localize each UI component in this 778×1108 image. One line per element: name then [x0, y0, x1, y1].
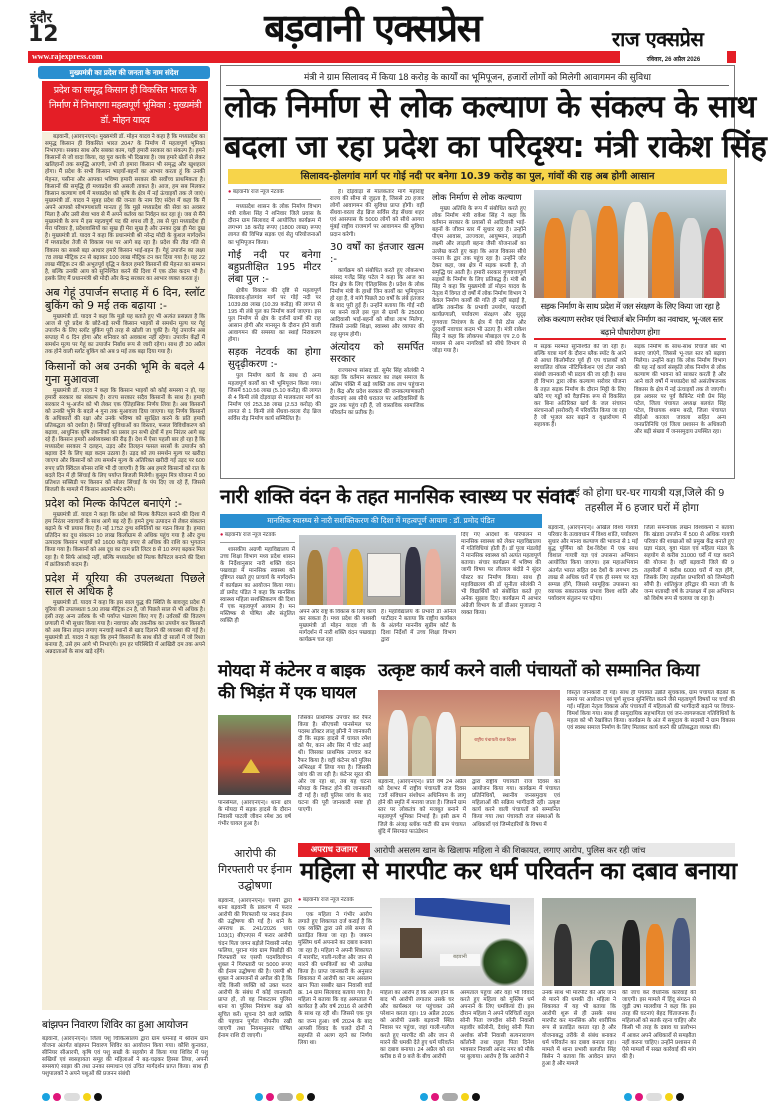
panchayat-headline: उत्कृष्ट कार्य करने वाली पंचायतों को सम्मानित किया: [378, 660, 700, 681]
cm-headline: प्रदेश का समृद्ध किसान ही विकसित भारत के निर्माण में निभाएगा महत्वपूर्ण भूमिका : मुख्यमंत्री डॉ. मोहन यादव: [42, 81, 208, 131]
lead-headline-2: बदला जा रहा प्रदेश का परिदृश्य: मंत्री राकेश सिंह: [224, 129, 767, 165]
registration-marks: [255, 1093, 315, 1101]
nari-col-4: दिए गए आदेशों के परिपालन में मानसिक स्वास्थ्य को लेकर महाविद्यालय में गतिविधियां होती हैं। डॉ पूजा मंडलोई ने मानसिक स्वास्थ्य को अत्यंत महत्वपूर्ण बताया। संचार कार्यक्रम में भविष्य की जागी विषय पर लीलाल बंदोडे ने सुंदर पोस्टर का निर्माण किया। साथ ही महाविद्यालय की डॉ सुनीता सोलंकी ने भी विद्यार्थियों को संबोधित करते हुए अनेक सुझाव दिए। कार्यक्रम में आभार अंग्रेजी विभाग के डॉ डीआर मुजाल्दा ने व्यक्त किया।: [461, 532, 541, 617]
yagya-col-1: बड़वानी, (आरएनएन)। अखिल विश्व गायत्री परिवार के तत्वावधान में विश्व शांति, पर्यावरण सुधार और मानव कल्याण की भावना से 1 मई बुद्ध पूर्णिमा को देश-विदेश में एक साथ विशाल गायत्री यज्ञ एवं उपासना अभियान आयोजित किया जाएगा। इस महाअभियान अंतर्गत भारत सहित 98 देशों के लगभग 25 लाख से अधिक घरों में एक ही समय पर यज्ञ सम्पन्न होंगे, जिससे सामूहिक उपासना का व्यापक सकारात्मक प्रभाव विश्व शांति और पर्यावरण संतुलन पर पड़ेगा।: [548, 525, 638, 602]
lead-caption: सड़क निर्माण के साथ प्रदेश में जल संरक्षण के लिए किया जा रहा है लोक कल्याण सरोवर एवं रिचार्ज बोर निर्माण का नवाचार, भू-जल स्तर बढ़ाने पौधारोपण होगा: [534, 300, 726, 340]
crime-kicker: आरोपी असलम खान के खिलाफ महिला ने की शिकायत, लगाए आरोप, पुलिस कर रही जांच: [374, 845, 646, 855]
yagya-col-2: जिला समन्वयक लखन विश्वकर्मा ने बताया कि खंडवा उपजोन में 500 से अधिक गायत्री परिवार की शाखाओं को प्रमुख केंद्र बनाते हुए प्रज्ञा मंडल, युवा मंडल एवं महिला मंडल के सहयोग से करीब 31000 घरों में यज्ञ कराने की योजना है। वहीं बड़वानी जिले की 9 तहसीलों में करीब 6000 घरों में यज्ञ होंगे, जिसके लिए तहसील प्रभारियों को जिम्मेदारी सौंपी है। शांतिकुंज हरिद्वार की माता जी के जन्म शताब्दी वर्ष के उपलक्ष्य में इस अभियान को विशेष रूप से चलाया जा रहा है।: [644, 525, 734, 602]
lead-col-3: लोक निर्माण से लोक कल्याण मुख्य अतिथि के रूप में संबोधित करते हुए लोक निर्माण मंत्री राकेश सिंह ने कहा कि वर्तमान सरकार के प्रयासों से आदिवासी भाई-बहनों के जीवन स्तर में सुधार रहा है। उन्होंने पीएम आवास, उज्ज्वला, आयुष्मान, लाड़ली लक्ष्मी और लाड़ली बहना जैसी योजनाओं का उल्लेख करते हुए कहा कि आज विकास सीधे जनता के द्वार तक पहुंच रहा है। उन्होंने जोर देकर कहा, जब क्षेत्र में सड़क बनती है, तो समृद्धि घर आती है। हमारी सरकार गुणवत्तापूर्ण सड़कों के निर्माण के लिए प्रतिबद्ध है। मंत्री श्री सिंह ने कहा कि मुख्यमंत्री डॉ मोहन यादव के नेतृत्व में विगत दो वर्षों में लोक निर्माण विभाग ने केवल निर्माण कार्यों की गति ही नहीं बढ़ाई है, बल्कि तकनीक के प्रभावी उपयोग, पारदर्शी कार्यप्रणाली, पर्यावरण संरक्षण और सुदृढ़ गुणवत्ता नियंत्रण के क्षेत्र में ऐसे ठोस और दूरदर्शी नवाचार कदम भी उठाए हैं। मंत्री राकेश सिंह ने कहा कि लोकपथ मोबाइल एप 2.0 के माध्यम से आम नागरिकों को सीधे विभाग से जोड़ा गया है।: [432, 193, 526, 354]
brand-logo: राज एक्सप्रेस: [612, 27, 704, 51]
panchayat-col-1: बड़वानी, (आरएनएन)। प्रति वर्ष 24 अप्रैल को देशभर में राष्ट्रीय पंचायती राज दिवस 73वें संविधान संशोधन अधिनियम के लागू होने की स्मृति में मनाया जाता है। जिसने ग्राम स्तर पर लोकतंत्र को मजबूत बनाने में महत्वपूर्ण भूमिका निभाई है। इसी क्रम में जिले के अंजड़ ब्लॉक पाटी की ग्राम पंचायत बुंदि में सिरमात फाउंडेशन: [378, 779, 466, 835]
nari-col-2: अपने और राष्ट्र के विकास के लिए कार्य कर सकता है। मध्य प्रदेश की यशस्वी मुख्यमंत्री डॉ मोहन यादव जी के मार्गदर्शन में नारी शक्ति वंदन पखवाड़ा कार्यक्रम चल रहा: [299, 609, 376, 644]
crime-col-2: महिला का आरोप है कि अलग होने के बाद भी आरोपी लगातार उसके घर और कार्यस्थल पर पहुंचकर उसे परेशान करता रहा। 19 अप्रैल 2026 को आरोपी उसके बड़वानी स्थित निवास पर पहुंचा, जहां गाली-गलौज करते हुए मारपीट की और जान से मारने की धमकी देते हुए धर्म परिवर्तन का दबाव बनाया। 24 अप्रैल को रात करीब 8 से 9 बजे के बीच आरोपी: [380, 990, 454, 1060]
nari-strap: मानसिक स्वास्थ्य से नारी सशक्तिकरण की दिशा में महत्वपूर्ण आयाम : डॉ. प्रमोद पंडित: [220, 514, 542, 528]
accident-headline: मोयदा में कंटेनर व बाइक की भिड़ंत में एक घायल: [218, 661, 365, 703]
crime-col-3: अस्पताल पहुंचा और वहां भी विवाद करते हुए महिला को मुस्लिम धर्म अपनाने के लिए धमकियां दी। इस दौरान महिला ने अपने परिचितों राहुल सोनी पिता जगदीश सोनी निवासी महावीर कॉलोनी, देवांशु सोनी पिता अशोक सोनी निवासी सत्यनारायण कॉलोनी तथा राहुल पिता दिनेश भावसार निवासी आनंद नगर को मौके पर बुलाया। आरोप है कि आरोपी ने: [460, 990, 534, 1060]
date-box: [620, 51, 727, 65]
reward-headline: आरोपी की गिरफ्तारी पर ईनाम उद्घोषणा: [218, 848, 292, 892]
masthead: बड़वानी एक्सप्रेस: [264, 6, 481, 50]
crime-headline: महिला से मारपीट कर धर्म परिवर्तन का दबाव बनाया: [300, 857, 737, 885]
lead-col-4: में सड़क मरम्मत सुनिश्चित की जा रही है। बल्कि यात्रा मार्ग के दौरान ब्लैक स्पॉट के आने से आधा किलोमीटर पूर्व ही एप चालकों को स्वचालित वॉयस नोटिफिकेशन एवं टोल नाको संबंधी जानकारी भी प्रदाय की जा रही है। साथ ही विभाग द्वारा लोक कल्याण सरोवर योजना के तहत सड़क निर्माण के दौरान मिट्टी के लिए खोदे गए गड्ढों को वैज्ञानिक रूप से विकसित कर बिना अतिरिक्त खर्च के जल संचयन संरचनाओं (सरोवरों) में परिवर्तित किया जा रहा है जो भूजल स्तर बढ़ाने व वृक्षारोपण में सहायक हैं।: [534, 344, 626, 429]
accident-col-2: जिसका प्राथमिक उपचार कर रैफर किया है। सीएचसी पानसेमल पर पदस्थ डॉक्टर लालू झीनी ने जानकारी दी कि सड़क हादसे में घायल रमेश को पैर, कान और सिर में चोट आई थी। जिसका प्राथमिक उपचार कर रैफर किया है। वहीं कंटेनर को पुलिस अभिरक्षा में लिया गया है। जिसकी जांच की जा रही है। कंटेनर सूरत की ओर जा रहा था, तब यह घटना मोयदा के निकट होने की जानकारी दी गई है। वहीं पुलिस जांच के बाद घटना की पूरी जानकारी स्पष्ट हो पाएगी।: [298, 715, 371, 814]
registration-marks: [624, 1093, 684, 1101]
police-station-photo: [380, 898, 534, 986]
lead-col-2: है। दोड़वाड़ा से मालकतार मार्ग महाराष्ट्र राज्य की सीमा से जुड़ता है, जिससे 20 हजार लोगों आवागमन की सुविधा प्राप्त होगी। वहीं सेंधवा-वरला रोड़ ब्रिज सर्विस रोड़ सेंधवा शहर एवं आसपास के 5000 लोगों को सीधे आगरा मुंबई राष्ट्रीय राजमार्ग पर आवागमन की सुविधा प्रदान करेगी। 30 वर्षों का इंतजार खत्म :- कार्यक्रम को संबोधित करते हुए लोकसभा सांसद गजेंद्र सिंह पटेल ने कहा कि आज का दिन क्षेत्र के लिए ऐतिहासिक है। प्रदेश के लोक निर्माण मंत्री के हाथों जिन कार्यों का भूमिपूजन हो रहा है, वे मांगे पिछले 30 वर्षों के लंबे इंतजार के बाद पूरी हुई हैं। उन्होंने बताया कि गोई नदी पर बनने वाले इस पुल से ग्रामों के 25000 आदिवासी भाई-बहनों को सीधा लाभ मिलेगा, जिससे उनकी शिक्षा, स्वास्थ्य और व्यापार की राह सुगम होगी। अंत्योदय को समर्पित सरकार राज्यसभा सांसद डॉ. सुमेर सिंह सोलंकी ने कहा कि वर्तमान सरकार का लक्ष्य समाज के अंतिम पंक्ति में खड़े व्यक्ति तक लाभ पहुंचाना है। केंद्र और प्रदेश सरकार की जनकल्याणकारी योजनाएं अब सीधे धरातल पर आदिवासियों के द्वार तक पहुंच रही हैं, जो वास्तविक सामाजिक परिवर्तन का प्रतीक है।: [330, 189, 424, 417]
registration-marks: [42, 1093, 102, 1101]
lead-kicker: मंत्री ने ग्राम सिलावद में किया 18 करोड़ के कार्यों का भूमिपूजन, हजारों लोगों को मिलेगी आवागमन की सुविधा: [226, 70, 729, 86]
panchayat-photo: [378, 690, 560, 776]
camp-headline: बांझपन निवारण शिविर का हुआ आयोजन: [42, 1019, 188, 1031]
complainant-photo: [542, 898, 696, 986]
crime-label: अपराध उजागर: [298, 843, 370, 857]
panchayat-banner-text: राष्ट्रीय पंचायती राज दिवस: [474, 737, 516, 742]
nari-col-3: है। महाविद्यालय के प्रभारी डॉ अनिल पाटीदार ने बताया कि राष्ट्रीय कार्यबल के अंतर्गत माननीय सुप्रीम कोर्ट के दिशा निर्देशों में उच्च शिक्षा विभाग द्वारा: [381, 609, 456, 644]
nari-col-1: ● बड़वानी/ राज न्यूज नेटवर्क शासकीय अग्रणी महाविद्यालय में उच्च शिक्षा विभाग मध्य प्रदेश शासन के निर्देशानुसार नारी शक्ति वंदन पखवाड़ा में मानसिक स्वास्थ्य को दृष्टिगत रखते हुए प्राचार्य के मार्गदर्शन में कार्यक्रम का आयोजन किया गया। डॉ प्रमोद पंडित ने कहा कि मानसिक स्वास्थ्य महिला सशक्तिकरण की दिशा में एक महत्वपूर्ण आयाम है। मन मस्तिष्क से पोषित और संतुलित व्यक्ति ही: [220, 532, 295, 652]
nari-headline: नारी शक्ति वंदन के तहत मानसिक स्वास्थ्य पर संवाद: [220, 485, 575, 508]
lead-col-5: सड़क निर्माण के साथ-साथ रिचार्ज बोर भी बनाए जाएंगे, जिससे भू-जल स्तर को बढ़ावा मिलेगा। उन्होंने कहा कि लोक निर्माण विभाग की यह नई कार्य संस्कृति लोक निर्माण से लोक कल्याण की भावना को साकार करती है और आने वाले वर्षों में मध्यप्रदेश को असंतोषजनक विकास के क्षेत्र में नई ऊंचाइयों तक ले जाएगी। इस अवसर पर पूर्व कैबिनेट मंत्री प्रेम सिंह पटेल, जिला पंचायत अध्यक्ष बलवंत सिंह पटेल, विधायक श्याम बरडे, जिला पंचायत सीईओ काजल जावला सहित अन्य जनप्रतिनिधि एवं जिला प्रशासन के अधिकारी और बड़ी संख्या में जनसमुदाय उपस्थित रहा।: [634, 344, 726, 436]
crime-col-4: उनके साथ भी मारपीट की और जान से मारने की धमकी दी। महिला ने शिकायत में यह भी बताया कि आरोपी शुरू से ही उसके साथ मारपीट कर मानसिक और शारीरिक रूप से प्रताड़ित करता रहा है और योजनाबद्ध तरीके से संबंध बनाकर धर्म परिवर्तन का दबाव बनाता रहा। मामले में थाना प्रभारी बलजीत सिंह बिसेन ने बताया कि आवेदन प्राप्त हुआ है और मामले: [542, 990, 616, 1067]
crime-col-5: की जांच कर वैधानिक कार्रवाई की जाएगी। इस मामले में हिंदू संगठन से जुड़ी उषा मालवीया ने कहा कि इस तरह की घटनाएं बेहद चिंताजनक हैं। महिलाओं को सतर्क रहना चाहिए और किसी भी तरह के दबाव या प्रलोभन में आकर अपने अधिकारों से समझौता नहीं करना चाहिए। उन्होंने प्रशासन से ऐसे मामलों में सख्त कार्रवाई की मांग की है।: [622, 990, 696, 1060]
yagya-headline: 1 मई को होगा घर-घर गायत्री यज्ञ,जिले की 9 तहसील में 6 हजार घरों में होगा: [559, 488, 725, 514]
nari-photo: [299, 535, 456, 605]
panchayat-col-3: विस्तृत जानकारी दी गई। साथ ही पंचायत उन्नति सूचकांक, ग्राम पंचायत बैठकों के समय पर आयोजन एवं पूर्ण सूचना सुनिश्चित करने जैसे महत्वपूर्ण विषयों पर चर्चा की गई। महिला नेतृत्व विकास और पंचायतों में महिलाओं की भागीदारी बढ़ाने पर विचार-विमर्श किया गया। साथ ही सामुदायिक सहभागिता एवं जन-जागरूकता गतिविधियों के महत्व को भी रेखांकित किया। कार्यक्रम के अंत में समुदाय के सदस्यों ने ग्राम विकास एवं स्वस्थ समाज निर्माण के लिए मिलकर कार्य करने की प्रतिबद्धता व्यक्त की।: [567, 690, 735, 732]
panchayat-col-2: द्वारा राष्ट्रीय पंचायती राज दिवस का आयोजन किया गया। कार्यक्रम में पंचायत प्रतिनिधियों, स्थानीय जनसमुदाय एवं महिलाओं की सक्रिय भागीदारी रही। उत्कृष्ट कार्य करने वाली पंचायतों को सम्मानित किया गया तथा पंचायती राज संस्थाओं के अधिकारों एवं जिम्मेदारियों के विषय में: [472, 779, 560, 828]
issue-date: रविवार, 26 अप्रैल 2026: [646, 57, 701, 63]
crime-col-1: ● बड़वानी/ राज न्यूज नेटवर्क एक महिला ने गंभीर आरोप लगाते हुए शिकायत दर्ज कराई है कि एक व्यक्ति द्वारा उसे लंबे समय से प्रताड़ित किया जा रहा है। जबरन मुस्लिम धर्म अपनाने का दबाव बनाया जा रहा है। महिला ने अपनी शिकायत में मारपीट, गाली-गलौज और जान से मारने की धमकियों का भी उल्लेख किया है। प्राप्त जानकारी के अनुसार शिकायत में आरोपी का नाम असलम खान पिता सब्बीर खान निवासी वार्ड क्र. 14 ग्राम सिलावद बताया गया है। महिला ने बताया कि वह अस्पताल में कार्यरत है और वर्ष 2016 से आरोपी के साथ रह रही थी। जिससे एक पुत्र का जन्म हुआ। वर्ष 2024 के बाद आपसी विवाद के चलते दोनों ने सहमति से अलग रहने का निर्णय लिया था।: [298, 897, 372, 1087]
page-number: 12: [28, 22, 59, 47]
cm-banner: मुख्यमंत्री का प्रदेश की जनता के नाम संदेश: [38, 66, 210, 79]
cm-article: बड़वानी, (आरएनएन)। मुख्यमंत्री डॉ. मोहन यादव ने कहा है कि मध्यप्रदेश का समृद्ध किसान ही विकसित भारत 2047 के निर्माण में महत्वपूर्ण भूमिका निभाएगा। सबका साथ और सबका काम, यही हमारी सरकार का संकल्प है। हमने किसानों से जो वादा किया, वह पूरा करके भी दिखाया है। जब हमारे खेतों से लेकर खलिहानों तक समृद्धि आएगी, तभी तो हमारा किसान भी समृद्ध और खुशहाल होगा। मैं प्रदेश के सभी किसान भाइयों-बहनों का आभार करता हूं कि उनकी मेहनत, पसीना और आपका भविष्य हमारी सरकार की सर्वोच्च प्राथमिकता है। किसानों की समृद्धि ही मध्यप्रदेश की असली ताकत है। आज, हम सब मिलकर किसान कल्याण वर्ष में मध्यप्रदेश को कृषि के क्षेत्र में नई ऊंचाइयों तक ले जाएं। मुख्यमंत्री डॉ. यादव ने सुबह प्रदेश की जनता के नाम दिए संदेश में कहा कि मैं अपने आपको सौभाग्यशाली मानता हूं कि मुझे मध्यप्रदेश की सेवा का अवसर मिला है और उसी सेवा भाव से मैं अपने कर्तव्य का निर्वहन कर रहा हूं। जब से मैंने मुख्यमंत्री के रूप में इस महत्वपूर्ण पद की शपथ ली है, तब से पूरा मध्यप्रदेश ही मेरा परिवार है, प्रदेशवासियों का सुख ही मेरा सुख है और उनका दुख ही मेरा दुख है। मुख्यमंत्री डॉ. यादव ने कहा कि प्रधानमंत्री श्री नरेन्द्र मोदी के कुशल मार्गदर्शन में मध्यप्रदेश तेजी से विकास पथ पर आगे बढ़ रहा है। प्रदेश की तीव्र गति से विकास का सबसे बड़ा आधार हमारे किसान भाई-बहन हैं। गेहूं उपार्जन का लक्ष्य 78 लाख मीट्रिक टन से बढ़ाकर 100 लाख मीट्रिक टन कर दिया गया है। यह 22 लाख मीट्रिक टन की अभूतपूर्व वृद्धि न केवल हमारे किसानों की मेहनत का सम्मान है, बल्कि उनकी आय को सुनिश्चित करने की दिशा में एक ठोस कदम भी है। इसके लिए मैं प्रधानमंत्री श्री मोदी और केन्द्र सरकार का आभार व्यक्त करता हूं। अब गेहूं उपार्जन सप्ताह में 6 दिन, स्लॉट बुकिंग को 9 मई तक बढ़ाया :- मुख्यमंत्री डॉ. यादव ने कहा कि मुझे यह बताते हुए भी अत्यंत प्रसन्नता है कि आज से पूरे प्रदेश के छोटे-बड़े सभी किसान भाइयों से समर्थन मूल्य पर गेहूं उपार्जन के लिए स्लॉट बुकिंग पूरी तरह से खोली जा चुकी है। गेहूं उपार्जन अब सप्ताह में 6 दिन होगा और शनिवार को अवकाश नहीं रहेगा। उपार्जन केंद्रों में समर्थन मूल्य पर गेहूं का उपार्जन निर्बाध रूप से जारी रहेगा। साथ ही 30 अप्रैल तक होने वाली स्लॉट बुकिंग को अब 9 मई तक बढ़ा दिया गया है। किसानों को अब उनकी भूमि के बदले 4 गुना मुआवजा मुख्यमंत्री डॉ. यादव ने कहा कि किसान भाइयों को कोई समस्या न हो, यह हमारी सरकार का संकल्प है। राज्य सरकार सदैव किसानों के साथ है। हमारी सरकार ने भू-अर्जन को भी लेकर एक ऐतिहासिक निर्णय लिया है। अब किसानों को उनकी भूमि के बदले 4 गुना तक मुआवजा दिया जाएगा। यह निर्णय किसानों के अधिकारों की रक्षा और उनके भविष्य को सुरक्षित करने के प्रति हमारी प्रतिबद्धता को दर्शाता है। सिंचाई सुविधाओं का विस्तार, फसल विविधीकरण को बढ़ावा, आधुनिक कृषि तकनीकों का प्रसार इन सभी क्षेत्रों में हम निरंतर आगे बढ़ रहे हैं। किसान हमारी अर्थव्यवस्था की रीढ़ हैं। देश में ऐसा पहली बार हो रहा है कि मध्यप्रदेश सरकार ने दलहन, उड़द और तिलहन फसल सरसों के उपार्जन को बढ़ावा देने के लिए बड़ा कदम उठाया है। उड़द को तय समर्थन मूल्य पर खरीदा जाएगा और किसानों को तय समर्थन मूल्य के अतिरिक्त खरीदी गई उड़द पर 600 रुपए प्रति क्विंटल बोनस राशि भी दी जाएगी। है कि अब हमारे किसानों को रात के बदले दिन में ही सिंचाई के लिए पर्याप्त बिजली मिलेगी। कुसुम मित्र योजना में 90 प्रतिशत सब्सिडी पर किसान को सोलर सिंचाई के पंप दिए जा रहे हैं, जिससे बिजली के मामले में किसान आत्मनिर्भर बनेंगे। प्रदेश को मिल्क केपिटल बनाएंगे :- मुख्यमंत्री डॉ. यादव ने कहा कि प्रदेश को मिल्क कैपिटल बनाने की दिशा में हम निरंतर नवाचारों के साथ आगे बढ़ रहे हैं। हमने दुग्ध उत्पादन से लेकर संकलन बढ़ाने के भी प्रयास किए हैं। नई 1752 दुग्ध समितियों का गठन किया है। हमारा प्रतिदिन का दूध संकलन 10 लाख किलोग्राम से अधिक पहुंच गया है और दुग्ध उत्पादक किसान भाइयों को 1600 करोड़ रुपए से अधिक की राशि का भुगतान किया गया है। किसानों को अब दूध का दाम प्रति लिटर 8 से 10 रुपए बढ़कर मिल रहा है। ये सिर्फ आंकड़े नहीं, बल्कि मध्यप्रदेश को मिल्क कैपिटल बनाने की दिशा में क्रांतिकारी कदम हैं। प्रदेश में यूरिया की उपलब्धता पिछले साल से अधिक है मुख्यमंत्री डॉ. यादव ने कहा कि इस साल युद्ध की स्थिति के बावजूद प्रदेश में यूरिया की उपलब्धता 5.90 लाख मीट्रिक टन है, जो पिछले साल से भी अधिक है। इसी तरह अन्य उर्वरक के भी पर्याप्त भंडारण किए गए हैं। उर्वरकों की वितरण प्रणाली में भी सुधार किया गया है। नवाचार और तकनीक का उपयोग कर किसानों को अब बिना लाइन लगाए मनचाहे स्थानों से खाद दिलाने की व्यवस्था की गई है। मुख्यमंत्री डॉ. यादव ने कहा कि हमने किसानों के साथ बीते दो सालों में जो रिश्ता बनाया है, उसे हम आगे भी निभाएंगे। हम हर परिस्थिति में आखिरी दम तक अपने अन्नदाताओं के साथ खड़े रहेंगे।: [42, 132, 208, 1010]
lead-photo: [534, 190, 726, 298]
camp-body: बड़वानी, (आरएनएन)। जिला पशु चिकित्सालय द्वारा ग्राम धमनाई में श्रीराम ग्राम योजना अंतर्गत बांझपन निवारण शिविर का आयोजन किया गया। कौशि कुनावत, सीनियर सीआरपी, कृषि एवं पशु सखी के सहयोग से किया गया शिविर में पशु सखियों एवं स्वसहायता समूह की महिलाओं ने बढ़-चढ़कर हिस्सा लिया, अपनी समस्याएं साझा की तथा उनका समाधान एवं उचित मार्गदर्शन प्राप्त किया। साथ ही पशुपालकों ने अपने पशुओं की प्रजनन संबंधी: [42, 1036, 208, 1078]
lead-col-1: ● बड़वानी/ राज न्यूज नेटवर्क मध्यप्रदेश शासन के लोक निर्माण विभाग मंत्री राकेश सिंह ने शनिवार जिले प्रवास के दौरान ग्राम सिलावद में आयोजित कार्यक्रम में लगभग 18 करोड़ रूपए (1800 लाख) रूपए लागत की विभिन्न सड़क एवं सेतु परियोजनाओं का भूमिपूजन किया। गोई नदी पर बनेगा बहुप्रतीक्षित 195 मीटर लंबा पुल :- क्षेत्रीय विकास की दृष्टि से महत्वपूर्ण सिलावद-होलगांव मार्ग पर गोई नदी पर 1039.88 लाख (10.39 करोड़) की लागत से 195 मी लंबे पुल का निर्माण कार्य जाएगा। इस पुल निर्माण से क्षेत्र के दर्जनों ग्रामों की राह आसान होगी और मानसून के दौरान होने वाली आवागमन की समस्या का स्थाई निराकरण होगा। सड़क नेटवर्क का होगा सुदृढ़ीकरण :- पुल निर्माण कार्य के साथ दो अन्य महत्वपूर्ण कार्यों का भी भूमिपूजन किया गया। जिसमें 510.56 लाख (5.10 करोड़) की लागत से 4 किमी लंबे दोड़वाड़ा से मालकतार मार्ग का निर्माण एवं 253.38 लाख (2.53 करोड़) की लागत से 1 किमी लंबे सेंधवा-वरला रोड़ ब्रिज सर्विस रोड़ निर्माण कार्य सम्मिलित है।: [228, 189, 321, 474]
lead-strap: सिलावद-होलगांव मार्ग पर गोई नदी पर बनेगा 10.39 करोड़ का पुल, गांवों की राह अब होगी आसान: [228, 169, 727, 184]
lead-headline-1: लोक निर्माण से लोक कल्याण के संकल्प के साथ: [224, 89, 756, 125]
reward-body: बड़वानी, (आरएनएन)। एसपी द्वारा थाना बड़वानी के प्रकरण में फरार आरोपी की गिरफ्तारी पर नकद ईनाम की उद्घोषणा की गई है। थाने के अपराध क्र. 241/2026 धारा 103(1) बीएनएस में फरार आरोपी चंदन पिता जगन बड़ोले निवासी नर्मदा फलिया, पुराना गांव ग्राम पिछोड़ी की गिरफ्तारी पर एसपी पदमविलोचन शुक्ल ने गिरफ्तारी पर 5000 रूपए की ईनाम उद्घोषणा की है। एसपी श्री शुक्ल ने आमजनों से अपील की है कि यदि किसी व्यक्ति को उक्त फरार आरोपी के संबंध में कोई जानकारी प्राप्त हो, तो वह निकटतम पुलिस थाना या पुलिस नियंत्रण कक्ष को सूचित करें। सूचना देने वाले व्यक्ति की पहचान पूर्णतः गोपनीय रखी जाएगी तथा नियमानुसार घोषित ईनाम राशि दी जाएगी।: [218, 898, 292, 1039]
registration-marks: [420, 1093, 480, 1101]
truck-photo: [218, 715, 291, 795]
accident-col-1: पानसेमल, (आरएनएन)। थाना क्षेत्र के मोयदा में सड़क हादसे के दौरान निवासी पाटली जीवन रमेश 36 वर्ष गंभीर घायल हुआ है।: [218, 800, 291, 828]
station-sign: बड़वानी: [440, 954, 480, 966]
page-city: इंदौर: [30, 11, 52, 26]
website-link[interactable]: www.rajexpress.com: [32, 52, 103, 61]
